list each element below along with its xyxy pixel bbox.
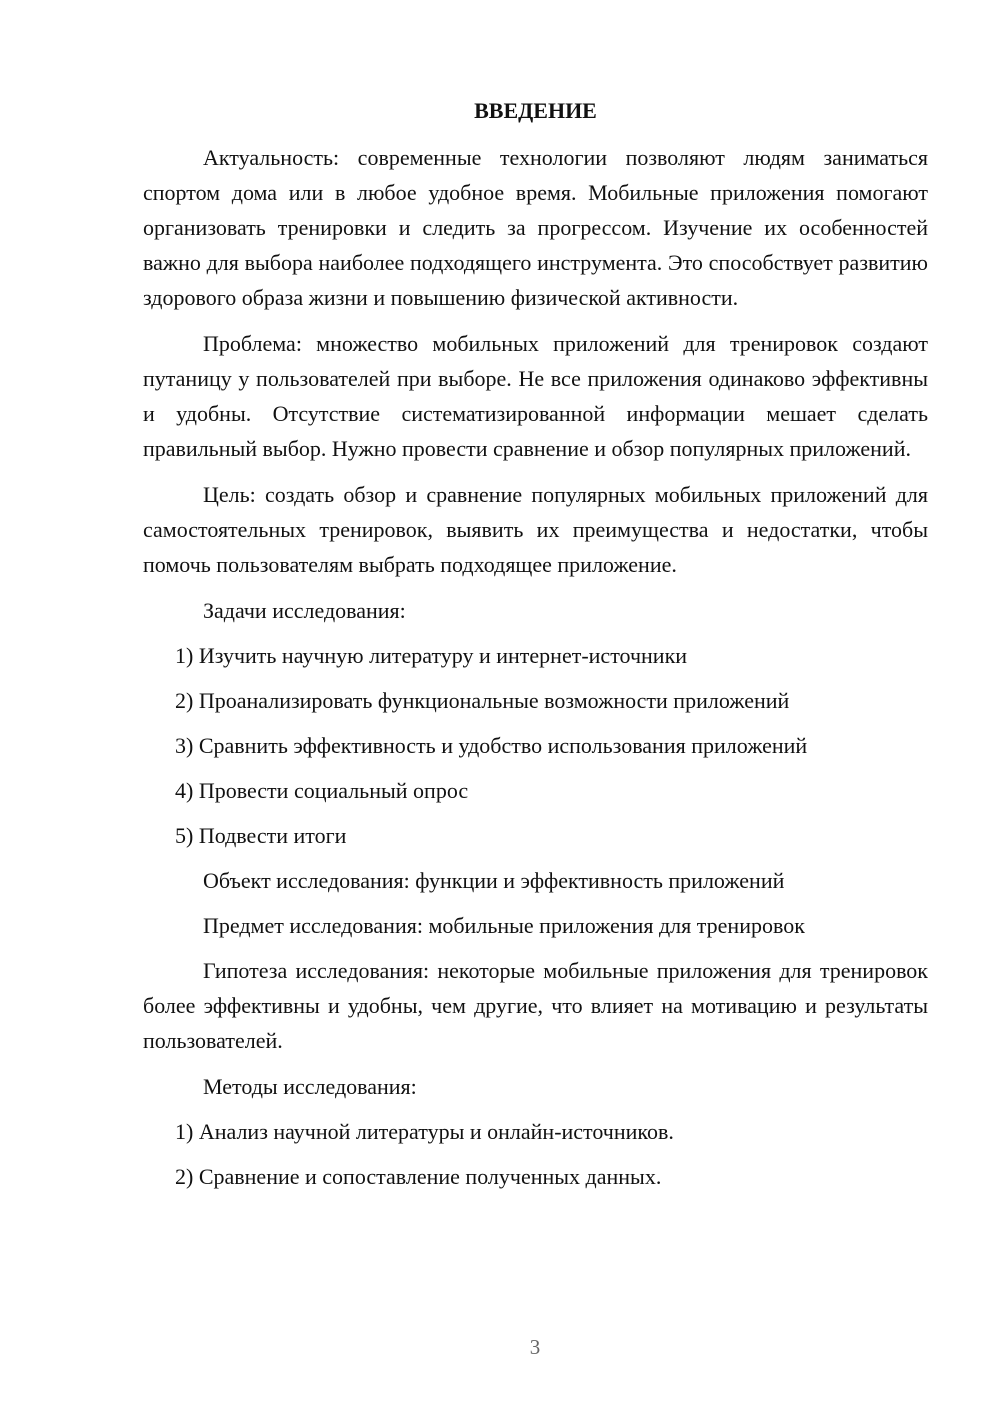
methods-heading: Методы исследования: xyxy=(203,1074,417,1099)
task-item: 2) Проанализировать функциональные возможности приложений xyxy=(175,688,790,713)
problem-paragraph: Проблема: множество мобильных приложений для тренировок создают путаницу у пользователей при выборе. Не все приложения одинаково эффективны и удобны. Отсутствие систематизированной информации мешает сделать правильный выбор. Нужно провести сравнение и обзор популярных приложений. xyxy=(143,331,928,461)
research-subject: Предмет исследования: мобильные приложения для тренировок xyxy=(203,913,805,938)
task-item: 1) Изучить научную литературу и интернет-источники xyxy=(175,643,688,668)
task-item: 5) Подвести итоги xyxy=(175,823,347,848)
relevance-paragraph: Актуальность: современные технологии позволяют людям заниматься спортом дома или в любое удобное время. Мобильные приложения помогают организовать тренировки и следить за прогрессом. Изучение их особенностей важно для выбора наиболее подходящего инструмента. Это способствует развитию здорового образа жизни и повышению физической активности. xyxy=(143,145,928,310)
goal-paragraph: Цель: создать обзор и сравнение популярных мобильных приложений для самостоятельных тренировок, выявить их преимущества и недостатки, чтобы помочь пользователям выбрать подходящее приложение. xyxy=(143,482,928,577)
page-number: 3 xyxy=(529,1335,541,1359)
method-item: 2) Сравнение и сопоставление полученных данных. xyxy=(175,1164,662,1189)
hypothesis-paragraph: Гипотеза исследования: некоторые мобильные приложения для тренировок более эффективны и удобны, чем другие, что влияет на мотивацию и результаты пользователей. xyxy=(143,958,928,1053)
task-item: 4) Провести социальный опрос xyxy=(175,778,469,803)
research-object: Объект исследования: функции и эффективность приложений xyxy=(203,868,785,893)
document-body xyxy=(143,96,928,1204)
task-item: 3) Сравнить эффективность и удобство использования приложений xyxy=(175,733,808,758)
method-item: 1) Анализ научной литературы и онлайн-источников. xyxy=(175,1119,674,1144)
tasks-heading: Задачи исследования: xyxy=(203,598,406,623)
section-title: ВВЕДЕНИЕ xyxy=(474,98,597,123)
